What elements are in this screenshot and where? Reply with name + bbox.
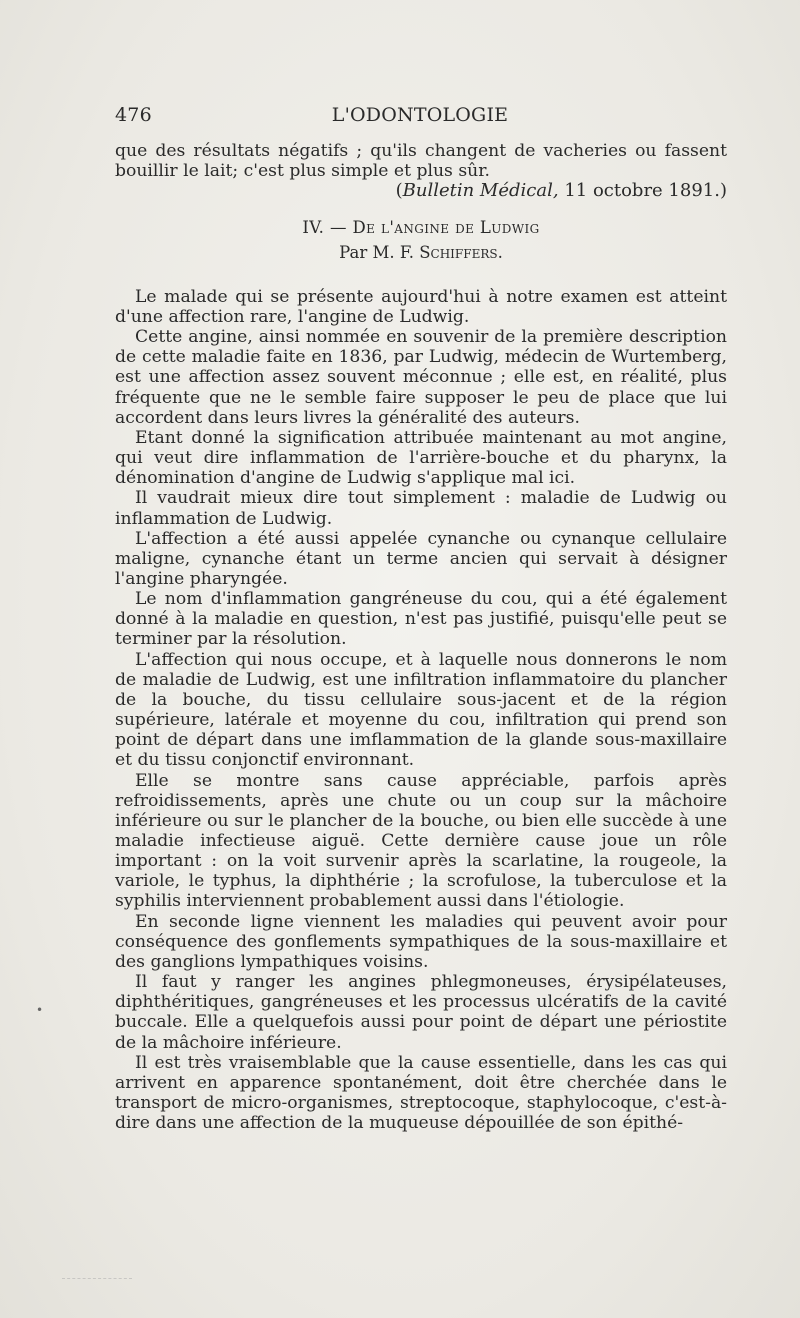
paragraph: L'affection a été aussi appelée cynanche ou cynanque cellulaire maligne, cynanche étant un terme ancien qui servait à désigner l'angine pharyngée. (115, 528, 727, 589)
paragraph: Etant donné la signification attribuée maintenant au mot angine, qui veut dire inflammation de l'arrière-bouche et du pharynx, la dénomination d'angine de Ludwig s'applique mal ici. (115, 427, 727, 489)
paragraph: Cette angine, ainsi nommée en souvenir de la première description de cette maladie faite en 1836, par Ludwig, médecin de Wurtemberg, est une affection assez souvent méconnue ; elle est, en réalité, plus fréquente que ne le semble faire supposer le peu de place que lui accordent dans leurs livres la généralité des auteurs. (115, 327, 727, 428)
scan-artifact (62, 1278, 132, 1281)
citation: (Bulletin Médical, 11 octobre 1891.) (395, 180, 727, 202)
citation-source: Bulletin Médical, (402, 180, 559, 202)
paragraph: Le malade qui se présente aujourd'hui à notre examen est atteint d'une affection rare, l'angine de Ludwig. (115, 286, 727, 327)
citation-date: 11 octobre 1891. (564, 180, 720, 202)
paragraph: Il vaudrait mieux dire tout simplement : maladie de Ludwig ou inflammation de Ludwig. (115, 488, 727, 529)
page-body (115, 141, 727, 1133)
section-title: De l'angine de Ludwig (352, 218, 540, 238)
section-author: Par M. F. Schiffers. (339, 242, 503, 262)
paragraph: Elle se montre sans cause appréciable, parfois après refroidissements, après une chute ou un coup sur la mâchoire inférieure ou sur le plancher de la bouche, ou bien elle succède à une maladie infectieuse aiguë. Cette dernière cause joue un rôle important : on la voit survenir après la scarlatine, la rougeole, la variole, le typhus, la diphthérie ; la scrofulose, la tuberculose et la syphilis interviennent probablement aussi dans l'étiologie. (115, 770, 727, 912)
paragraph: L'affection qui nous occupe, et à laquelle nous donnerons le nom de maladie de Ludwig, est une infiltration inflammatoire du plancher de la bouche, du tissu cellulaire sous-jacent et de la région supérieure, latérale et moyenne du cou, infiltration qui prend son point de départ dans une imflammation de la glande sous-maxillaire et du tissu conjonctif environnant. (115, 649, 727, 771)
paragraph: Le nom d'inflammation gangréneuse du cou, qui a été également donné à la maladie en question, n'est pas justifié, puisqu'elle peut se terminer par la résolution. (115, 589, 727, 650)
running-title: L'ODONTOLOGIE (331, 104, 509, 126)
paragraph: Il est très vraisemblable que la cause essentielle, dans les cas qui arrivent en apparence spontanément, doit être cherchée dans le transport de micro-organismes, streptocoque, staphylocoque, c'est-à-dire dans une affection de la muqueuse dépouillée de son épithé- (115, 1052, 727, 1134)
paragraph: Il faut y ranger les angines phlegmoneuses, érysipélateuses, diphthéritiques, gangréneuses et les processus ulcératifs de la cavité buccale. Elle a quelquefois aussi pour point de départ une périostite de la mâchoire inférieure. (115, 972, 727, 1053)
author-name: Schiffers. (419, 242, 503, 262)
opening-paragraph: que des résultats négatifs ; qu'ils changent de vacheries ou fassent bouillir le lait; c'est plus simple et plus sûr. (115, 141, 727, 182)
section-heading (115, 218, 727, 238)
section-number: IV. — (302, 218, 347, 238)
page-number: 476 (115, 104, 152, 126)
paragraph: En seconde ligne viennent les maladies qui peuvent avoir pour conséquence des gonflements sympathiques de la sous-maxillaire et des ganglions lympathiques voisins. (115, 911, 727, 972)
margin-mark: • (36, 1003, 44, 1017)
